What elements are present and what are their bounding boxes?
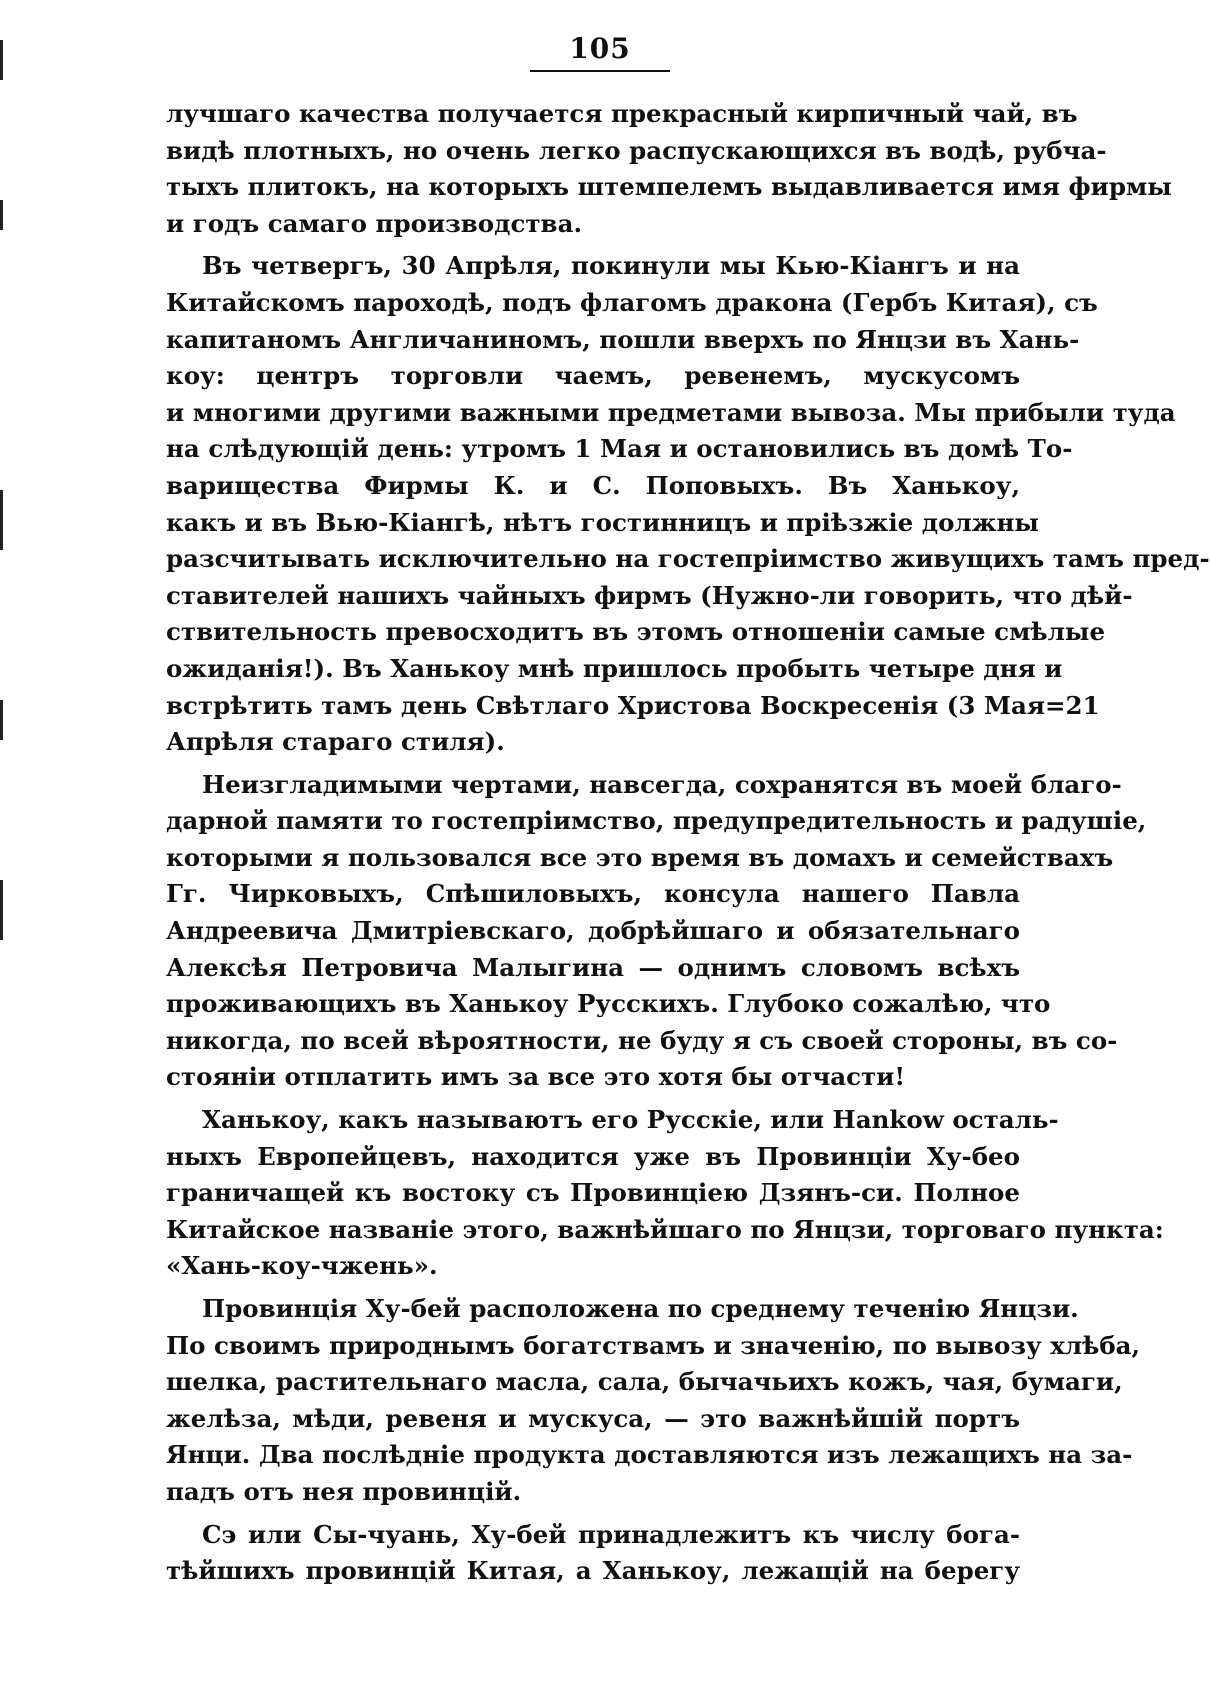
text-line: тыхъ плитокъ, на которыхъ штемпелемъ выдавливается имя фирмы [166, 172, 1172, 202]
scan-edge-mark [0, 40, 3, 80]
text-line: ожиданія!). Въ Ханькоу мнѣ пришлось пробыть четыре дня и [166, 653, 1063, 683]
text-line: видѣ плотныхъ, но очень легко распускающихся въ водѣ, рубча- [166, 135, 1107, 165]
text-line: граничащей къ востоку съ Провинціею Дзянъ-си. Полное [166, 1178, 1020, 1208]
text-line: ствительность превосходитъ въ этомъ отношеніи самые смѣлые [166, 617, 1106, 647]
text-line: которыми я пользовался все это время въ домахъ и семействахъ [166, 842, 1114, 872]
paragraph-first-line: Ханькоу, какъ называютъ его Русскіе, или Hankow осталь- [202, 1105, 1059, 1135]
text-line: разсчитывать исключительно на гостепріимство живущихъ тамъ пред- [166, 544, 1210, 574]
text-line: По своимъ природнымъ богатствамъ и значенію, по вывозу хлѣба, [166, 1330, 1141, 1360]
paragraph-first-line: Неизгладимыми чертами, навсегда, сохранятся въ моей благо- [202, 769, 1122, 799]
text-line: коу: центръ торговли чаемъ, ревенемъ, мускусомъ [166, 361, 1020, 391]
text-line: стояніи отплатить имъ за все это хотя бы отчасти! [166, 1062, 906, 1092]
text-line: дарной памяти то гостепріимство, предупредительность и радушіе, [166, 806, 1147, 836]
text-line: «Хань-коу-чжень». [166, 1251, 438, 1281]
paragraph-first-line: Провинція Ху-бей расположена по среднему теченію Янцзи. [202, 1294, 1079, 1323]
text-line: падъ отъ нея провинцій. [166, 1476, 522, 1506]
text-line: капитаномъ Англичаниномъ, пошли вверхъ по Янцзи въ Хань- [166, 324, 1080, 354]
text-line: Алексѣя Петровича Малыгина — однимъ словомъ всѣхъ [166, 952, 1020, 982]
text-line: желѣза, мѣди, ревеня и мускуса, — это важнѣйшій портъ [166, 1403, 1020, 1433]
text-line: тѣйшихъ провинцій Китая, а Ханькоу, лежащій на берегу [166, 1556, 1020, 1586]
text-line: Гг. Чирковыхъ, Спѣшиловыхъ, консула нашего Павла [166, 879, 1020, 909]
page-number-rule [530, 70, 670, 72]
paragraph-first-line: Въ четвергъ, 30 Апрѣля, покинули мы Кью-Кіангъ и на [202, 251, 1020, 281]
text-line: Китайское названіе этого, важнѣйшаго по Янцзи, торговаго пункта: [166, 1214, 1164, 1244]
text-line: ставителей нашихъ чайныхъ фирмъ (Нужно-ли говорить, что дѣй- [166, 580, 1133, 610]
text-line: ныхъ Европейцевъ, находится уже въ Провинціи Ху-бео [166, 1141, 1020, 1171]
scan-edge-mark [0, 200, 3, 230]
text-line: какъ и въ Вью-Кіангѣ, нѣтъ гостинницъ и пріѣзжіе должны [166, 507, 1039, 537]
text-line: Андреевича Дмитріевскаго, добрѣйшаго и обязательнаго [166, 916, 1020, 946]
text-line: варищества Фирмы К. и С. Поповыхъ. Въ Ханькоу, [166, 470, 1020, 500]
text-line: встрѣтить тамъ день Свѣтлаго Христова Воскресенія (3 Мая=21 [166, 690, 1100, 720]
text-line: шелка, растительнаго масла, сала, бычачьихъ кожъ, чая, бумаги, [166, 1367, 1123, 1397]
scan-edge-mark [0, 490, 3, 550]
text-line: Янци. Два послѣдніе продукта доставляются изъ лежащихъ на за- [166, 1440, 1133, 1470]
text-line: Китайскомъ пароходѣ, подъ флагомъ дракона (Гербъ Китая), съ [166, 287, 1098, 317]
page-number: 105 [569, 32, 631, 65]
text-line: проживающихъ въ Ханькоу Русскихъ. Глубоко сожалѣю, что [166, 989, 1051, 1019]
scan-edge-mark [0, 880, 3, 940]
text-line: лучшаго качества получается прекрасный кирпичный чай, въ [166, 99, 1078, 128]
text-line: никогда, по всей вѣроятности, не буду я съ своей стороны, въ со- [166, 1025, 1118, 1055]
paragraph-first-line: Сэ или Сы-чуань, Ху-бей принадлежитъ къ числу бога- [202, 1519, 1020, 1549]
scan-edge-mark [0, 700, 3, 740]
text-line: на слѣдующій день: утромъ 1 Мая и остановились въ домѣ То- [166, 434, 1073, 464]
text-line: и годъ самаго производства. [166, 208, 582, 238]
text-line: и многими другими важными предметами вывоза. Мы прибыли туда [166, 397, 1176, 427]
text-line: Апрѣля стараго стиля). [166, 727, 505, 757]
body-text [166, 96, 1210, 1590]
